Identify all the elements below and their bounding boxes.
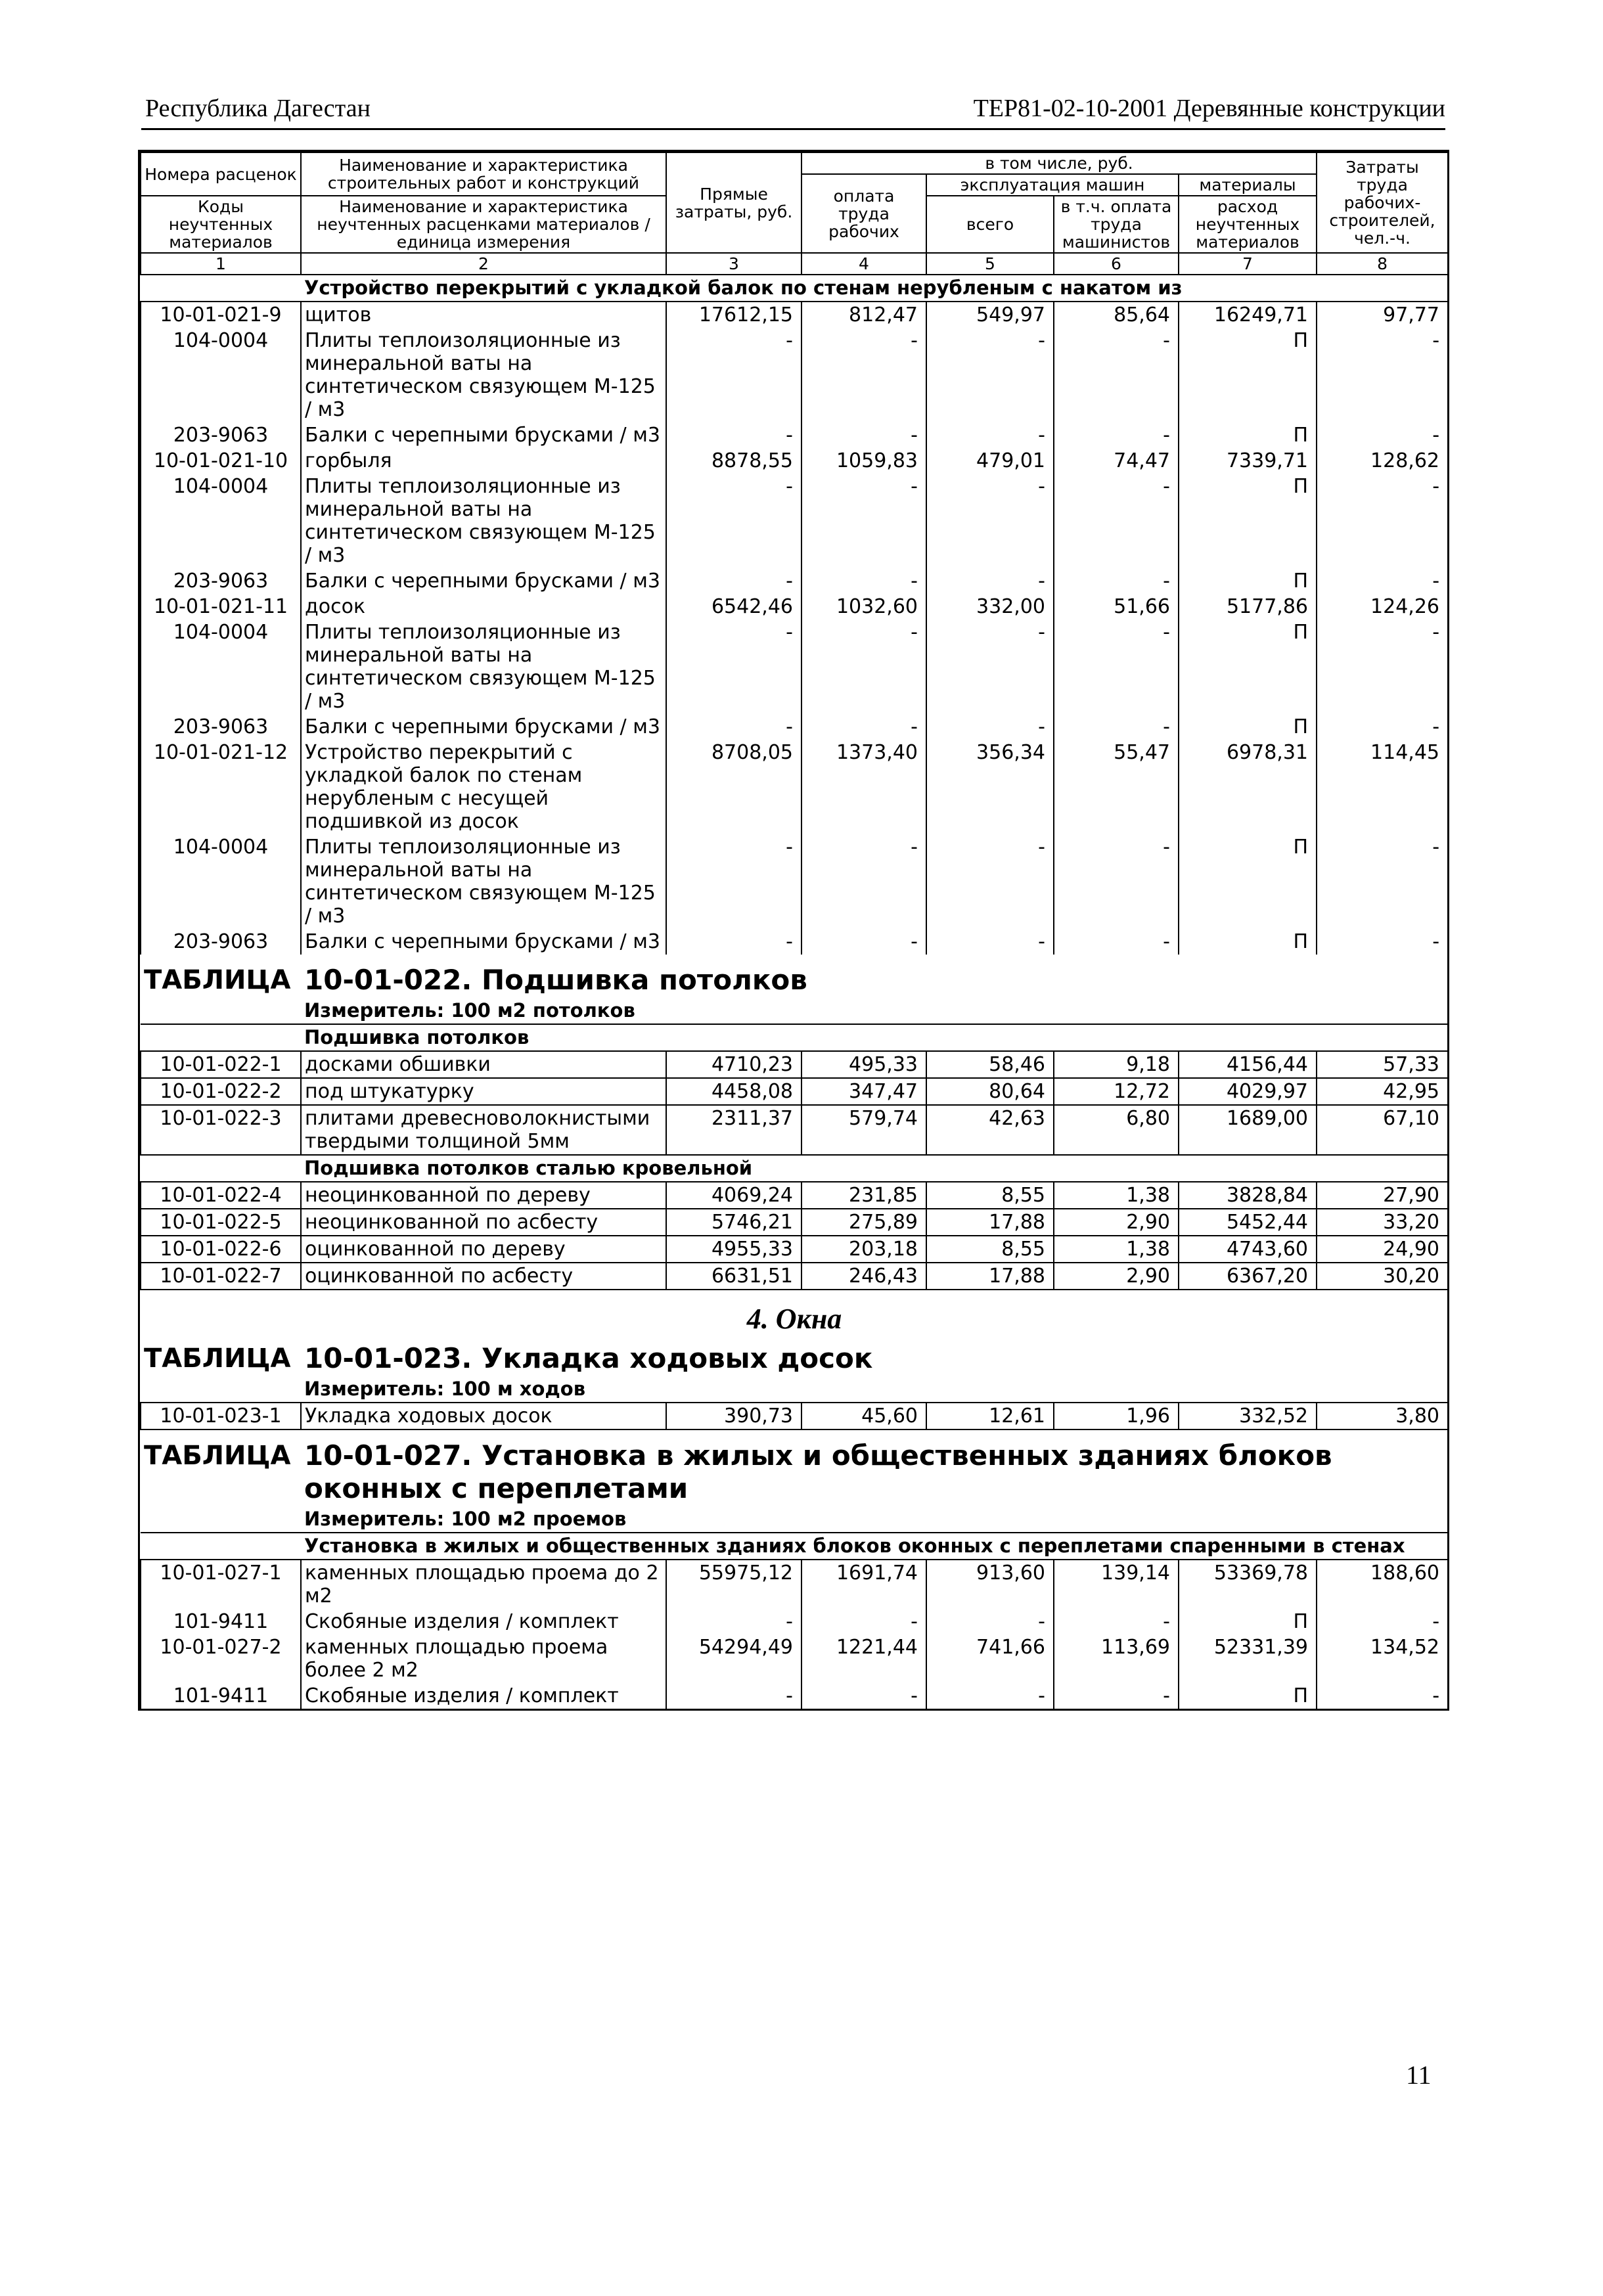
material-costs: П (1179, 1683, 1317, 1709)
table-label: ТАБЛИЦА (144, 965, 291, 995)
labor-costs: 42,95 (1317, 1078, 1448, 1105)
material-costs: П (1179, 834, 1317, 929)
work-name: плитами древесноволокнистыми твердыми толщиной 5мм (301, 1105, 666, 1155)
column-number: 7 (1179, 253, 1317, 275)
work-name: оцинкованной по асбесту (301, 1263, 666, 1290)
header-region: Республика Дагестан (145, 95, 371, 122)
machinist-pay: - (1054, 834, 1179, 929)
labor-costs: 97,77 (1317, 302, 1448, 328)
table-row (141, 302, 1448, 328)
work-name: Балки с черепными брусками / м3 (301, 714, 666, 740)
material-costs: П (1179, 619, 1317, 714)
worker-pay: 1032,60 (802, 594, 926, 619)
material-costs: 6978,31 (1179, 740, 1317, 834)
table-title: 10-01-027. Установка в жилых и общественных зданиях блоков оконных с переплетами (304, 1439, 1332, 1504)
section-027 (141, 1533, 1448, 1560)
labor-costs: - (1317, 1609, 1448, 1634)
machinist-pay: 74,47 (1054, 448, 1179, 474)
labor-costs: - (1317, 568, 1448, 594)
worker-pay: 246,43 (802, 1263, 926, 1290)
rate-code: 101-9411 (141, 1683, 301, 1709)
machine-costs: 8,55 (926, 1182, 1054, 1209)
table-row (141, 619, 1448, 714)
table-row (141, 1051, 1448, 1078)
machinist-pay: - (1054, 422, 1179, 448)
section-021 (141, 275, 1448, 302)
table-row (141, 1634, 1448, 1683)
table-row (141, 1263, 1448, 1290)
column-number: 4 (802, 253, 926, 275)
material-costs: 5177,86 (1179, 594, 1317, 619)
rate-code: 104-0004 (141, 834, 301, 929)
work-name: Скобяные изделия / комплект (301, 1683, 666, 1709)
section-spacer (141, 275, 301, 302)
section-spacer (141, 1155, 301, 1182)
material-costs: П (1179, 929, 1317, 955)
direct-costs: - (666, 929, 802, 955)
table-row (141, 474, 1448, 568)
worker-pay: 275,89 (802, 1209, 926, 1236)
work-name: Скобяные изделия / комплект (301, 1609, 666, 1634)
machine-costs: 913,60 (926, 1560, 1054, 1609)
table-row (141, 714, 1448, 740)
direct-costs: - (666, 834, 802, 929)
column-number: 5 (926, 253, 1054, 275)
machine-costs: - (926, 328, 1054, 422)
machine-costs: - (926, 474, 1054, 568)
machinist-pay: - (1054, 474, 1179, 568)
table-row (141, 1683, 1448, 1709)
worker-pay: - (802, 422, 926, 448)
worker-pay: 495,33 (802, 1051, 926, 1078)
machine-costs: - (926, 422, 1054, 448)
header-labor: Затраты труда рабочих-строителей, чел.-ч. (1317, 152, 1448, 253)
work-name: каменных площадью проема более 2 м2 (301, 1634, 666, 1683)
labor-costs: 114,45 (1317, 740, 1448, 834)
material-costs: 52331,39 (1179, 1634, 1317, 1683)
table-022-head (141, 955, 1448, 998)
measure-unit: Измеритель: 100 м ходов (304, 1378, 586, 1400)
material-costs: 332,52 (1179, 1403, 1317, 1429)
work-name: Плиты теплоизоляционные из минеральной ваты на синтетическом связующем М-125 / м3 (301, 619, 666, 714)
table-027-head (141, 1429, 1448, 1506)
header-codes-bottom: Коды неучтенных материалов (141, 196, 301, 253)
labor-costs: - (1317, 834, 1448, 929)
table-row (141, 1403, 1448, 1429)
machine-costs: 17,88 (926, 1209, 1054, 1236)
table-023-head (141, 1333, 1448, 1376)
measure-spacer (141, 1506, 301, 1533)
labor-costs: - (1317, 328, 1448, 422)
column-number: 1 (141, 253, 301, 275)
table-row (141, 1078, 1448, 1105)
labor-costs: - (1317, 422, 1448, 448)
labor-costs: 24,90 (1317, 1236, 1448, 1263)
machine-costs: 8,55 (926, 1236, 1054, 1263)
material-costs: 4743,60 (1179, 1236, 1317, 1263)
section-title: Подшивка потолков (301, 1024, 1448, 1051)
machine-costs: - (926, 619, 1054, 714)
worker-pay: 812,47 (802, 302, 926, 328)
labor-costs: - (1317, 714, 1448, 740)
material-costs: 7339,71 (1179, 448, 1317, 474)
machinist-pay: - (1054, 929, 1179, 955)
material-costs: П (1179, 1609, 1317, 1634)
column-number: 8 (1317, 253, 1448, 275)
direct-costs: 8878,55 (666, 448, 802, 474)
machine-costs: 479,01 (926, 448, 1054, 474)
direct-costs: - (666, 714, 802, 740)
machinist-pay: 1,96 (1054, 1403, 1179, 1429)
work-name: Укладка ходовых досок (301, 1403, 666, 1429)
labor-costs: 188,60 (1317, 1560, 1448, 1609)
material-costs: П (1179, 422, 1317, 448)
chapter-title: 4. Окна (746, 1303, 842, 1335)
direct-costs: 4458,08 (666, 1078, 802, 1105)
header-incl-pay: в т.ч. оплата труда машинистов (1054, 196, 1179, 253)
machine-costs: 58,46 (926, 1051, 1054, 1078)
table-row (141, 568, 1448, 594)
material-costs: 53369,78 (1179, 1560, 1317, 1609)
worker-pay: 45,60 (802, 1403, 926, 1429)
rate-code: 104-0004 (141, 328, 301, 422)
worker-pay: - (802, 328, 926, 422)
table-row (141, 1560, 1448, 1609)
material-costs: 5452,44 (1179, 1209, 1317, 1236)
header-name-top: Наименование и характеристика строительных работ и конструкций (301, 152, 666, 196)
table-row (141, 328, 1448, 422)
table-row (141, 1236, 1448, 1263)
material-costs: 4029,97 (1179, 1078, 1317, 1105)
work-name: оцинкованной по дереву (301, 1236, 666, 1263)
machinist-pay: 2,90 (1054, 1263, 1179, 1290)
machine-costs: - (926, 568, 1054, 594)
worker-pay: 231,85 (802, 1182, 926, 1209)
direct-costs: - (666, 422, 802, 448)
rate-code: 10-01-023-1 (141, 1403, 301, 1429)
column-number: 3 (666, 253, 802, 275)
worker-pay: 347,47 (802, 1078, 926, 1105)
rate-code: 10-01-022-3 (141, 1105, 301, 1155)
worker-pay: 1221,44 (802, 1634, 926, 1683)
rate-code: 10-01-027-1 (141, 1560, 301, 1609)
section-022-2 (141, 1155, 1448, 1182)
material-costs: П (1179, 328, 1317, 422)
machinist-pay: 1,38 (1054, 1236, 1179, 1263)
header-direct: Прямые затраты, руб. (666, 152, 802, 253)
machine-costs: 17,88 (926, 1263, 1054, 1290)
direct-costs: - (666, 568, 802, 594)
running-header (141, 87, 1445, 130)
machinist-pay: - (1054, 568, 1179, 594)
rate-code: 104-0004 (141, 619, 301, 714)
table-row (141, 834, 1448, 929)
measure-unit: Измеритель: 100 м2 потолков (304, 999, 635, 1022)
table-row (141, 422, 1448, 448)
machinist-pay: 12,72 (1054, 1078, 1179, 1105)
worker-pay: - (802, 474, 926, 568)
labor-costs: - (1317, 474, 1448, 568)
work-name: Устройство перекрытий с укладкой балок по стенам нерубленым с несущей подшивкой из досок (301, 740, 666, 834)
header-name-bottom: Наименование и характеристика неучтенных расценками материалов / единица измерения (301, 196, 666, 253)
labor-costs: 30,20 (1317, 1263, 1448, 1290)
table-title: 10-01-022. Подшивка потолков (304, 964, 807, 996)
labor-costs: 27,90 (1317, 1182, 1448, 1209)
rate-code: 10-01-022-5 (141, 1209, 301, 1236)
material-costs: 1689,00 (1179, 1105, 1317, 1155)
rate-code: 104-0004 (141, 474, 301, 568)
rate-code: 10-01-021-9 (141, 302, 301, 328)
machine-costs: 549,97 (926, 302, 1054, 328)
labor-costs: 67,10 (1317, 1105, 1448, 1155)
table-title: 10-01-023. Укладка ходовых досок (304, 1342, 873, 1374)
section-title: Установка в жилых и общественных зданиях блоков оконных с переплетами спаренными в стенах (301, 1533, 1448, 1560)
direct-costs: - (666, 328, 802, 422)
table-row (141, 740, 1448, 834)
header-unaccounted: расход неучтенных материалов (1179, 196, 1317, 253)
material-costs: 3828,84 (1179, 1182, 1317, 1209)
rate-code: 10-01-022-1 (141, 1051, 301, 1078)
machinist-pay: 6,80 (1054, 1105, 1179, 1155)
work-name: неоцинкованной по асбесту (301, 1209, 666, 1236)
worker-pay: 1373,40 (802, 740, 926, 834)
work-name: щитов (301, 302, 666, 328)
worker-pay: 1691,74 (802, 1560, 926, 1609)
header-row-1 (141, 152, 1448, 174)
measure-row (141, 1376, 1448, 1403)
material-costs: 16249,71 (1179, 302, 1317, 328)
rate-code: 10-01-022-7 (141, 1263, 301, 1290)
table-label: ТАБЛИЦА (144, 1441, 291, 1471)
machinist-pay: - (1054, 328, 1179, 422)
machinist-pay: - (1054, 1683, 1179, 1709)
rate-code: 10-01-021-11 (141, 594, 301, 619)
machinist-pay: - (1054, 714, 1179, 740)
direct-costs: 4069,24 (666, 1182, 802, 1209)
section-title: Подшивка потолков сталью кровельной (301, 1155, 1448, 1182)
work-name: каменных площадью проема до 2 м2 (301, 1560, 666, 1609)
machine-costs: 42,63 (926, 1105, 1054, 1155)
rate-code: 10-01-022-4 (141, 1182, 301, 1209)
machine-costs: - (926, 834, 1054, 929)
work-name: Плиты теплоизоляционные из минеральной ваты на синтетическом связующем М-125 / м3 (301, 834, 666, 929)
rate-code: 10-01-022-6 (141, 1236, 301, 1263)
work-name: горбыля (301, 448, 666, 474)
direct-costs: - (666, 619, 802, 714)
header-incl: в том числе, руб. (802, 152, 1317, 174)
rate-code: 203-9063 (141, 568, 301, 594)
machine-costs: 80,64 (926, 1078, 1054, 1105)
rate-code: 10-01-021-12 (141, 740, 301, 834)
measure-unit: Измеритель: 100 м2 проемов (304, 1508, 627, 1530)
machinist-pay: 2,90 (1054, 1209, 1179, 1236)
labor-costs: 124,26 (1317, 594, 1448, 619)
machinist-pay: 51,66 (1054, 594, 1179, 619)
section-022-1 (141, 1024, 1448, 1051)
header-materials: материалы (1179, 174, 1317, 196)
work-name: досками обшивки (301, 1051, 666, 1078)
worker-pay: - (802, 568, 926, 594)
labor-costs: 33,20 (1317, 1209, 1448, 1236)
machine-costs: - (926, 929, 1054, 955)
worker-pay: 203,18 (802, 1236, 926, 1263)
labor-costs: 128,62 (1317, 448, 1448, 474)
machine-costs: 332,00 (926, 594, 1054, 619)
direct-costs: - (666, 1683, 802, 1709)
header-total: всего (926, 196, 1054, 253)
worker-pay: 579,74 (802, 1105, 926, 1155)
direct-costs: 390,73 (666, 1403, 802, 1429)
work-name: досок (301, 594, 666, 619)
rate-code: 10-01-027-2 (141, 1634, 301, 1683)
labor-costs: 3,80 (1317, 1403, 1448, 1429)
work-name: под штукатурку (301, 1078, 666, 1105)
worker-pay: - (802, 1683, 926, 1709)
direct-costs: 4710,23 (666, 1051, 802, 1078)
machinist-pay: 55,47 (1054, 740, 1179, 834)
material-costs: 6367,20 (1179, 1263, 1317, 1290)
rate-code: 10-01-022-2 (141, 1078, 301, 1105)
machinist-pay: 9,18 (1054, 1051, 1179, 1078)
rates-table-container (138, 150, 1449, 1711)
rate-code: 203-9063 (141, 422, 301, 448)
worker-pay: - (802, 619, 926, 714)
measure-spacer (141, 1376, 301, 1403)
work-name: Балки с черепными брусками / м3 (301, 422, 666, 448)
header-document-title: ТЕР81-02-10-2001 Деревянные конструкции (973, 95, 1445, 122)
header-codes-top: Номера расценок (141, 152, 301, 196)
section-spacer (141, 1533, 301, 1560)
machine-costs: - (926, 1683, 1054, 1709)
worker-pay: 1059,83 (802, 448, 926, 474)
material-costs: П (1179, 714, 1317, 740)
table-row (141, 1609, 1448, 1634)
direct-costs: - (666, 1609, 802, 1634)
labor-costs: - (1317, 929, 1448, 955)
table-row (141, 448, 1448, 474)
work-name: Плиты теплоизоляционные из минеральной ваты на синтетическом связующем М-125 / м3 (301, 474, 666, 568)
direct-costs: 17612,15 (666, 302, 802, 328)
material-costs: П (1179, 474, 1317, 568)
rate-code: 203-9063 (141, 714, 301, 740)
machinist-pay: 1,38 (1054, 1182, 1179, 1209)
column-number: 2 (301, 253, 666, 275)
worker-pay: - (802, 1609, 926, 1634)
rate-code: 203-9063 (141, 929, 301, 955)
direct-costs: 54294,49 (666, 1634, 802, 1683)
machine-costs: - (926, 1609, 1054, 1634)
labor-costs: - (1317, 619, 1448, 714)
table-row (141, 1209, 1448, 1236)
direct-costs: 5746,21 (666, 1209, 802, 1236)
page-number: 11 (1406, 2060, 1432, 2090)
measure-row (141, 998, 1448, 1024)
machine-costs: 356,34 (926, 740, 1054, 834)
machinist-pay: 113,69 (1054, 1634, 1179, 1683)
header-machines: эксплуатация машин (926, 174, 1179, 196)
direct-costs: 4955,33 (666, 1236, 802, 1263)
direct-costs: 8708,05 (666, 740, 802, 834)
labor-costs: 57,33 (1317, 1051, 1448, 1078)
work-name: неоцинкованной по дереву (301, 1182, 666, 1209)
worker-pay: - (802, 929, 926, 955)
work-name: Балки с черепными брусками / м3 (301, 929, 666, 955)
machinist-pay: - (1054, 619, 1179, 714)
machinist-pay: 139,14 (1054, 1560, 1179, 1609)
material-costs: 4156,44 (1179, 1051, 1317, 1078)
table-row (141, 929, 1448, 955)
table-row (141, 594, 1448, 619)
material-costs: П (1179, 568, 1317, 594)
table-label: ТАБЛИЦА (144, 1343, 291, 1374)
machine-costs: - (926, 714, 1054, 740)
table-row (141, 1105, 1448, 1155)
machinist-pay: 85,64 (1054, 302, 1179, 328)
labor-costs: 134,52 (1317, 1634, 1448, 1683)
work-name: Балки с черепными брусками / м3 (301, 568, 666, 594)
direct-costs: 6542,46 (666, 594, 802, 619)
rate-code: 10-01-021-10 (141, 448, 301, 474)
header-numbers-row (141, 253, 1448, 275)
rate-code: 101-9411 (141, 1609, 301, 1634)
column-number: 6 (1054, 253, 1179, 275)
direct-costs: 6631,51 (666, 1263, 802, 1290)
rates-table (140, 152, 1449, 1709)
machine-costs: 12,61 (926, 1403, 1054, 1429)
section-spacer (141, 1024, 301, 1051)
machine-costs: 741,66 (926, 1634, 1054, 1683)
measure-spacer (141, 998, 301, 1024)
direct-costs: 2311,37 (666, 1105, 802, 1155)
labor-costs: - (1317, 1683, 1448, 1709)
machinist-pay: - (1054, 1609, 1179, 1634)
measure-row (141, 1506, 1448, 1533)
direct-costs: 55975,12 (666, 1560, 802, 1609)
table-row (141, 1182, 1448, 1209)
direct-costs: - (666, 474, 802, 568)
section-title: Устройство перекрытий с укладкой балок по стенам нерубленым с накатом из (301, 275, 1448, 302)
chapter-row (141, 1290, 1448, 1333)
worker-pay: - (802, 714, 926, 740)
header-pay: оплата труда рабочих (802, 174, 926, 253)
worker-pay: - (802, 834, 926, 929)
work-name: Плиты теплоизоляционные из минеральной ваты на синтетическом связующем М-125 / м3 (301, 328, 666, 422)
